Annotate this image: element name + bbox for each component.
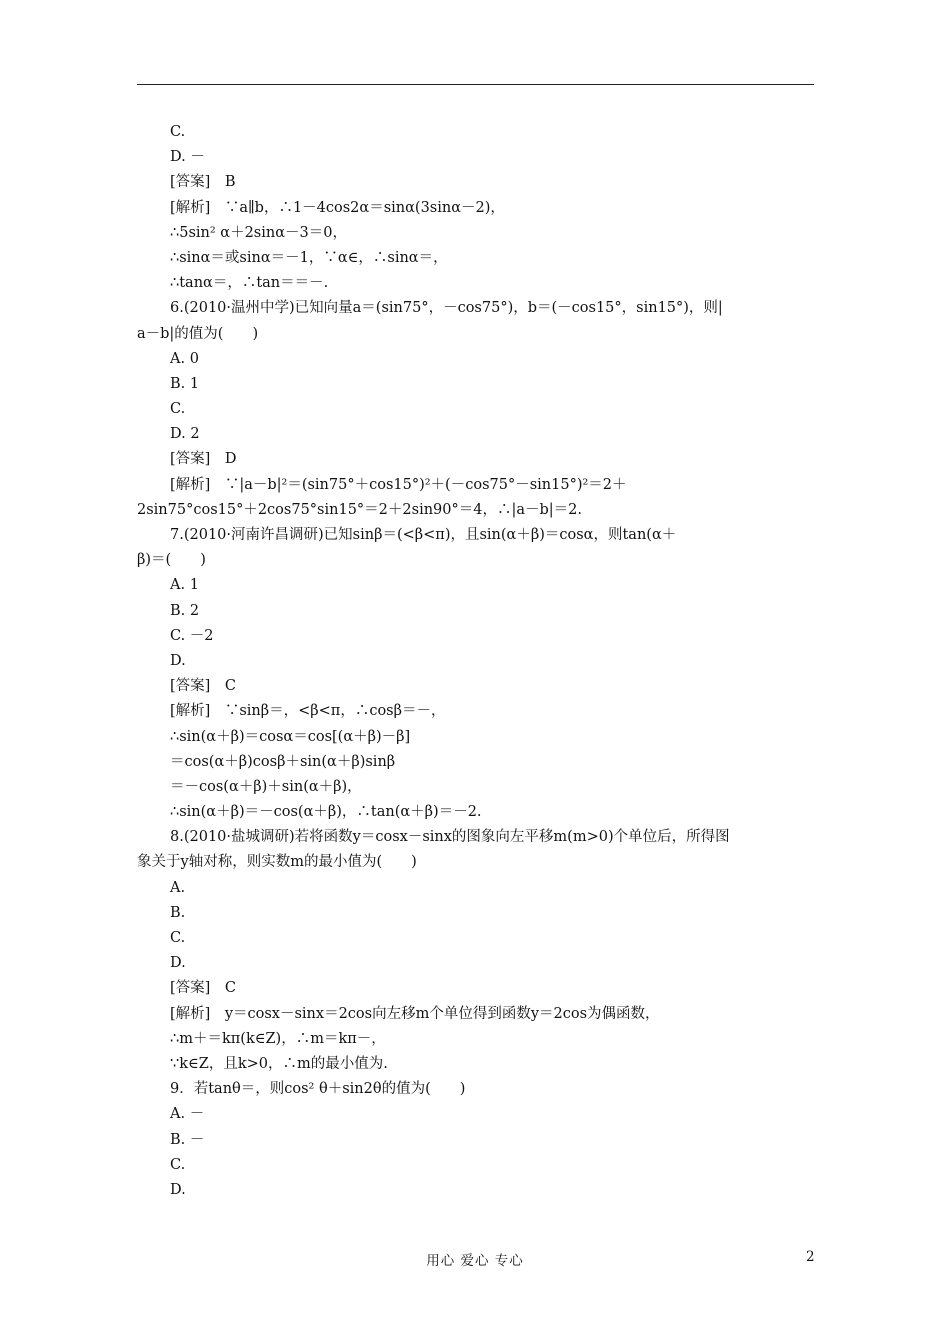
text-line: ∴5sin² α＋2sinα－3＝0， (170, 224, 347, 241)
text-line: C. (170, 930, 186, 946)
text-line: C. (170, 1156, 186, 1173)
text-line: [答案] D (170, 451, 237, 468)
text-line: D. (170, 652, 186, 669)
text-line: 6.(2010·温州中学)已知向量a＝(sin75°，－cos75°)，b＝(－cos15°，sin15°)，则| (170, 300, 723, 317)
text-line: 9．若tanθ＝，则cos² θ＋sin2θ的值为( ) (170, 1081, 466, 1098)
text-line: 象关于y轴对称，则实数m的最小值为( ) (137, 854, 417, 871)
text-line: D. － (170, 149, 205, 166)
text-line: B. 2 (170, 602, 200, 619)
text-line: A. (170, 879, 186, 896)
text-line: [答案] C (170, 980, 236, 997)
text-line: D. 2 (170, 426, 200, 443)
text-line: β)＝( ) (137, 552, 206, 569)
text-line: A. 1 (170, 577, 199, 594)
text-line: ＝－cos(α＋β)＋sin(α＋β)， (170, 778, 362, 795)
page-number: 2 (806, 1249, 815, 1265)
text-line: B. － (170, 1131, 205, 1148)
text-line: C. －2 (170, 627, 214, 644)
text-line: 7.(2010·河南许昌调研)已知sinβ＝(<β<π)，且sin(α＋β)＝cosα，则tan(α＋ (170, 527, 677, 543)
text-line: ∵k∈Z，且k>0，∴m的最小值为. (170, 1055, 388, 1072)
text-line: D. (170, 955, 186, 972)
text-line: ∴sin(α＋β)＝－cos(α＋β)，∴tan(α＋β)＝－2. (170, 804, 482, 821)
text-line: ＝cos(α＋β)cosβ＋sin(α＋β)sinβ (170, 753, 396, 770)
text-line: [解析] ∵sinβ＝，<β<π，∴cosβ＝－， (170, 703, 446, 720)
document-body (137, 120, 814, 1203)
text-line: B. (170, 904, 186, 921)
text-line: [解析] ∵a∥b，∴1－4cos2α＝sinα(3sinα－2)， (170, 199, 505, 216)
text-line: [解析] y＝cosx－sinx＝2cos向左移m个单位得到函数y＝2cos为偶函数， (170, 1005, 660, 1022)
text-line: 8.(2010·盐城调研)若将函数y＝cosx－sinx的图象向左平移m(m>0)个单位后，所得图 (170, 829, 730, 846)
text-line: ∴tanα＝，∴tan＝＝－. (170, 275, 329, 292)
text-line: 2sin75°cos15°＋2cos75°sin15°＝2＋2sin90°＝4，∴|a－b|＝2. (137, 501, 582, 518)
text-line: D. (170, 1181, 186, 1198)
footer-slogan: 用心 爱心 专心 (426, 1253, 524, 1269)
text-line: C. (170, 124, 186, 140)
text-line: ∴sin(α＋β)＝cosα＝cos[(α＋β)－β] (170, 728, 411, 745)
text-line: ∴sinα＝或sinα＝－1，∵α∈，∴sinα＝， (170, 249, 448, 266)
text-line: A. 0 (170, 350, 199, 367)
text-line: C. (170, 401, 186, 418)
text-line: [答案] B (170, 174, 236, 191)
text-line: A. － (170, 1106, 205, 1123)
text-line: a－b|的值为( ) (137, 325, 259, 342)
text-line: [解析] ∵|a－b|²＝(sin75°＋cos15°)²＋(－cos75°－sin15°)²＝2＋ (170, 476, 627, 493)
header-rule (137, 84, 814, 85)
text-line: [答案] C (170, 678, 236, 695)
text-line: B. 1 (170, 375, 200, 392)
text-line: ∴m＋＝kπ(k∈Z)，∴m＝kπ－， (170, 1030, 386, 1047)
